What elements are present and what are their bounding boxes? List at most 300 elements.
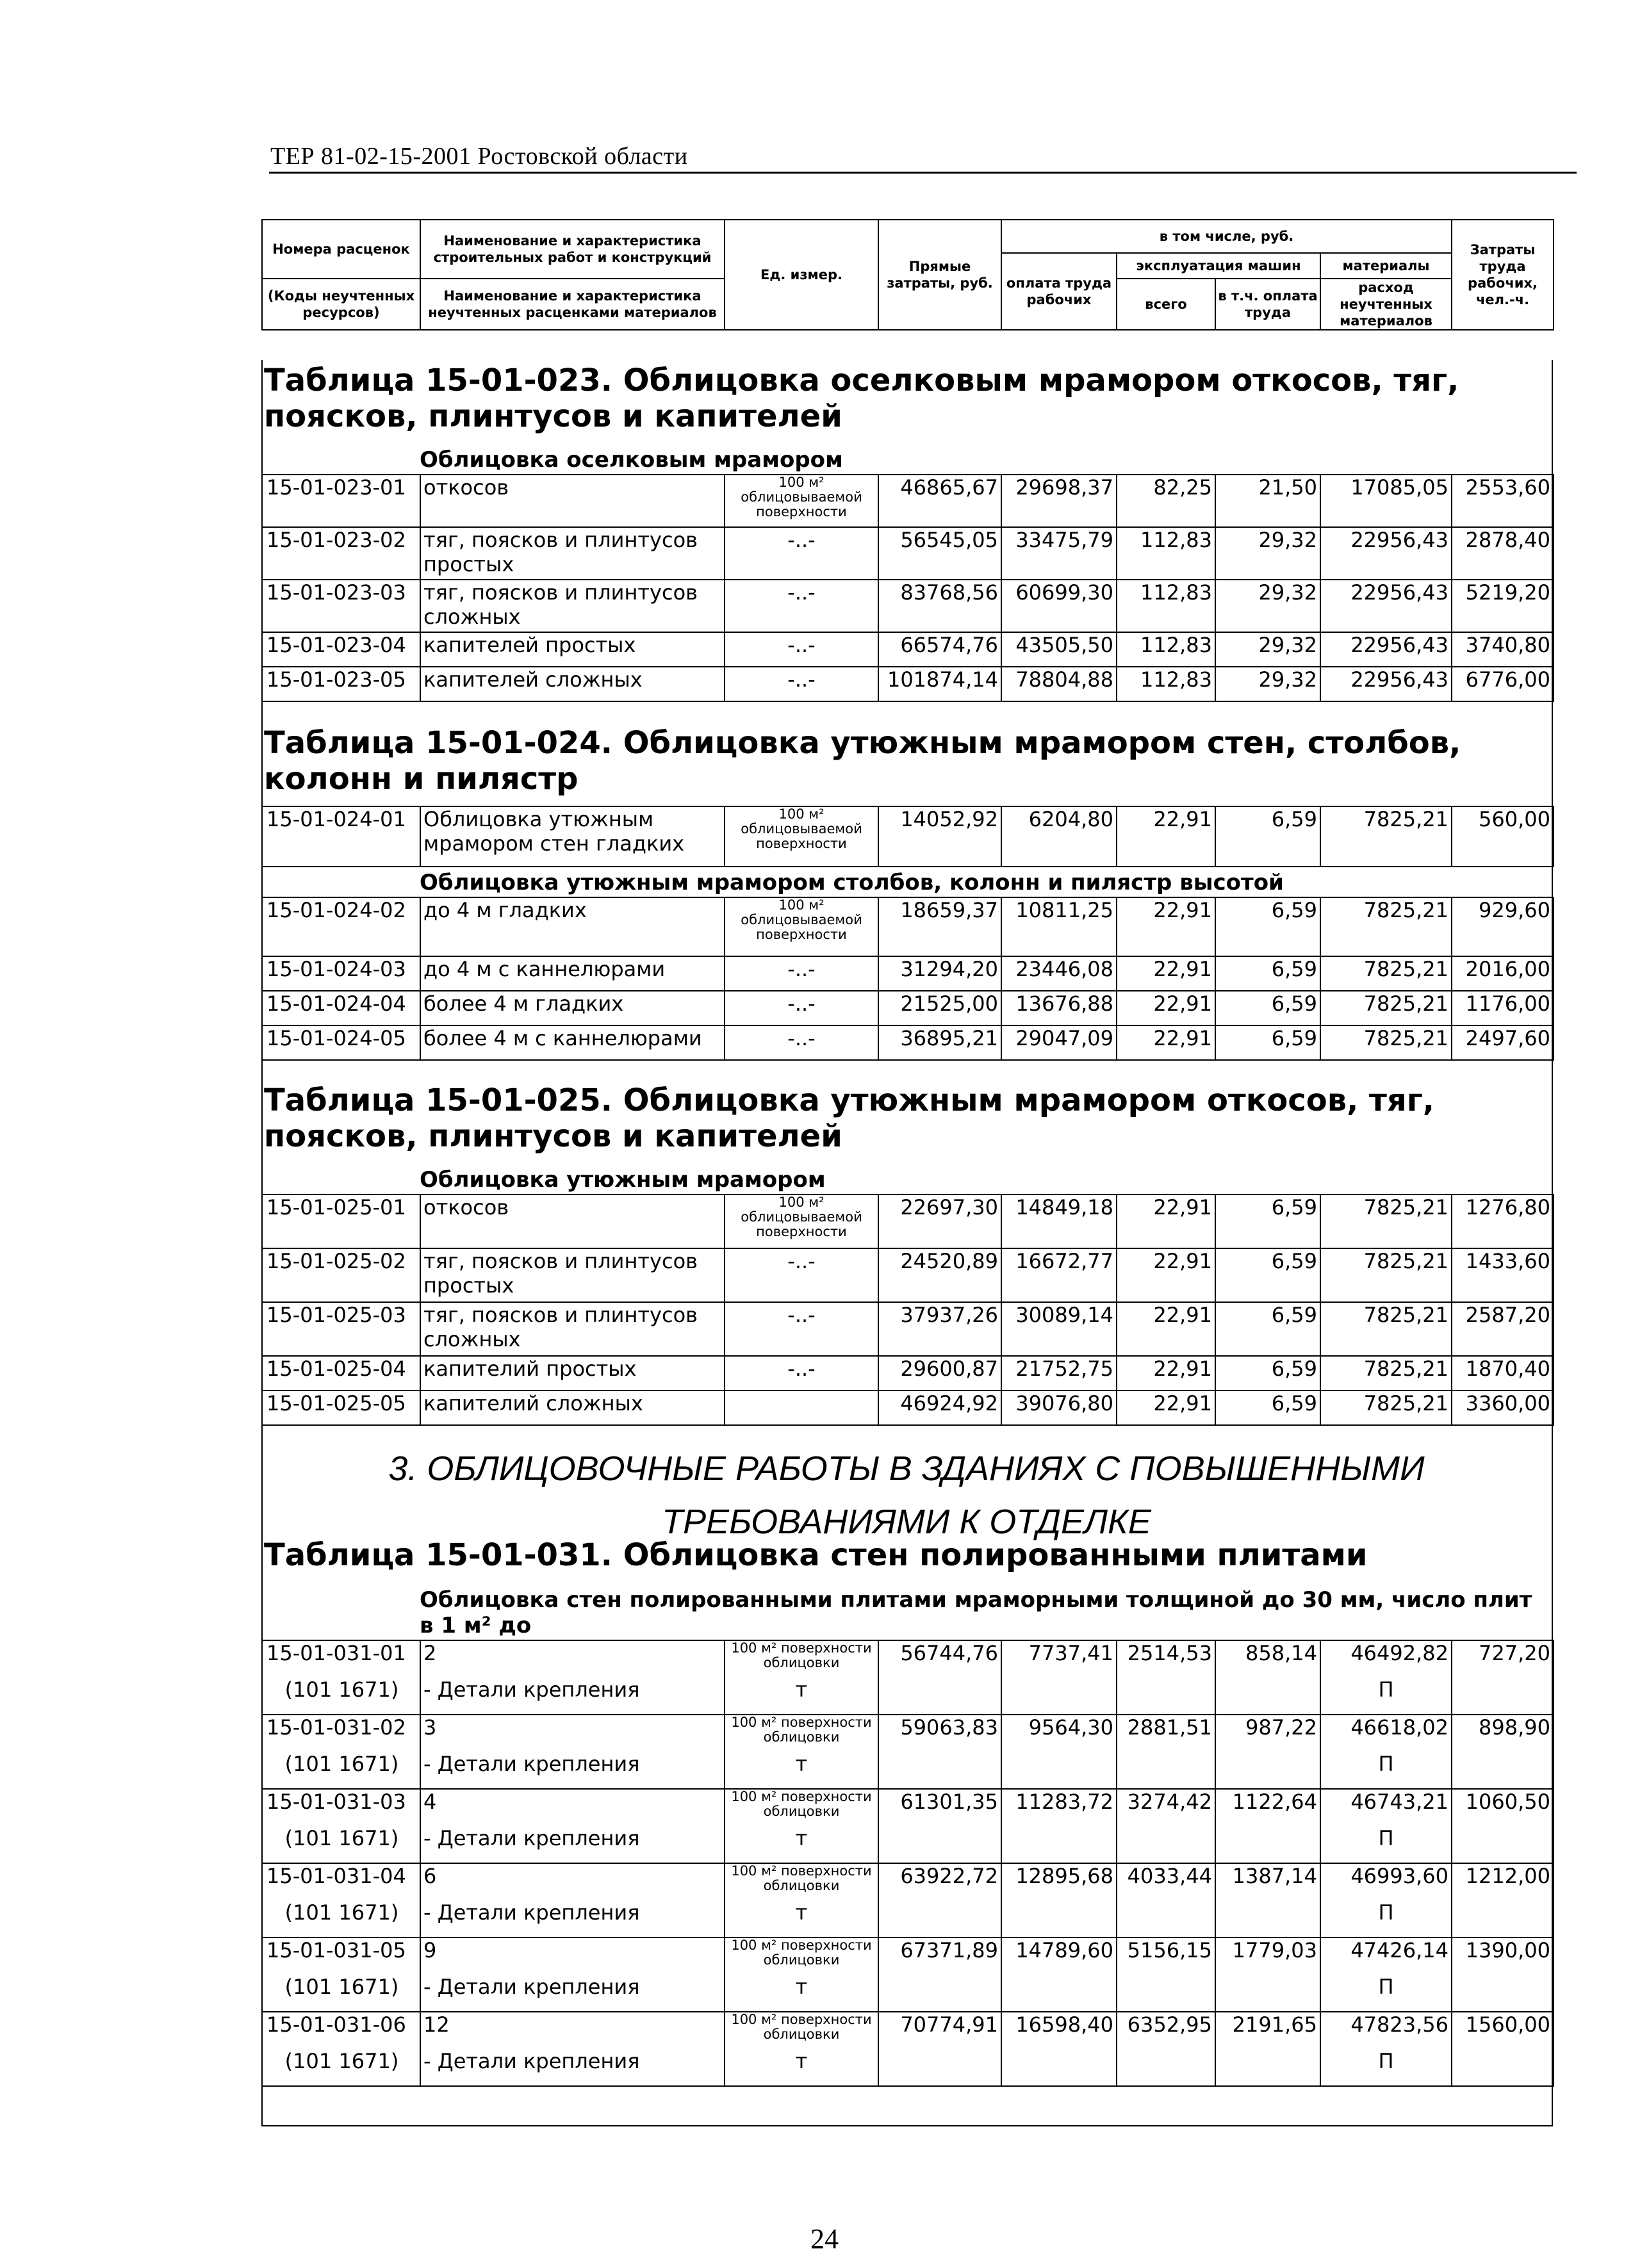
header-materials: материалы: [1320, 253, 1452, 279]
rate-code: 15-01-025-03: [262, 1302, 420, 1356]
rate-name: более 4 м гладких: [420, 991, 725, 1025]
labor-hours: 1060,50: [1452, 1789, 1554, 1826]
rate-name: тяг, поясков и плинтусов сложных: [420, 1302, 725, 1356]
labor-hours: 1176,00: [1452, 991, 1554, 1025]
resource-name: - Детали крепления: [420, 1975, 725, 2012]
rate-code: 15-01-024-05: [262, 1025, 420, 1060]
document-header-title: ТЕР 81-02-15-2001 Ростовской области: [270, 143, 688, 170]
labor-pay: 30089,14: [1001, 1302, 1117, 1356]
rate-name: тяг, поясков и плинтусов сложных: [420, 580, 725, 632]
materials: 46618,02: [1320, 1715, 1452, 1752]
resource-code: (101 1671): [262, 1677, 420, 1715]
table-023-subtitle: Облицовка оселковым мрамором: [420, 447, 843, 473]
machines-total: 22,91: [1117, 1302, 1215, 1356]
labor-pay: 33475,79: [1001, 527, 1117, 580]
header-rule: [269, 172, 1577, 174]
labor-hours: 560,00: [1452, 806, 1554, 867]
materials: 17085,05: [1320, 475, 1452, 527]
table-row: [262, 2012, 1554, 2049]
labor-hours: 2553,60: [1452, 475, 1554, 527]
direct-costs: 63922,72: [878, 1863, 1001, 1900]
direct-costs: 59063,83: [878, 1715, 1001, 1752]
machines-total: 82,25: [1117, 475, 1215, 527]
resource-name: - Детали крепления: [420, 1752, 725, 1789]
labor-pay: 9564,30: [1001, 1715, 1117, 1752]
resource-row: [262, 1752, 1554, 1789]
labor-hours: 2587,20: [1452, 1302, 1554, 1356]
machines-total: 2881,51: [1117, 1715, 1215, 1752]
materials: 22956,43: [1320, 667, 1452, 701]
labor-pay-empty: [1001, 1975, 1117, 2012]
resource-materials: П: [1320, 1677, 1452, 1715]
resource-code: (101 1671): [262, 1752, 420, 1789]
rate-name: тяг, поясков и плинтусов простых: [420, 1248, 725, 1302]
rate-unit: 100 м² поверхности облицовки: [725, 1863, 878, 1900]
materials: 7825,21: [1320, 1025, 1452, 1060]
chapter-title-line-1: 3. ОБЛИЦОВОЧНЫЕ РАБОТЫ В ЗДАНИЯХ С ПОВЫШЕННЫМИ: [388, 1449, 1425, 1488]
resource-name: - Детали крепления: [420, 1677, 725, 1715]
header-name-note: Наименование и характеристика неучтенных расценками материалов: [420, 279, 725, 330]
direct-costs: 46865,67: [878, 475, 1001, 527]
labor-hours: 898,90: [1452, 1715, 1554, 1752]
labor-pay-empty: [1001, 2049, 1117, 2086]
machines-labor: 6,59: [1215, 1195, 1320, 1248]
direct-costs: 37937,26: [878, 1302, 1001, 1356]
direct-costs: 21525,00: [878, 991, 1001, 1025]
rate-name: 12: [420, 2012, 725, 2049]
table-row: [262, 1863, 1554, 1900]
direct-costs-empty: [878, 2049, 1001, 2086]
labor-hours: 2878,40: [1452, 527, 1554, 580]
labor-hours: 2016,00: [1452, 956, 1554, 991]
labor-pay-empty: [1001, 1752, 1117, 1789]
rate-code: 15-01-031-06: [262, 2012, 420, 2049]
machines-total-empty: [1117, 1900, 1215, 1938]
labor-pay: 29698,37: [1001, 475, 1117, 527]
direct-costs: 24520,89: [878, 1248, 1001, 1302]
rate-code: 15-01-025-05: [262, 1391, 420, 1425]
header-machines: эксплуатация машин: [1117, 253, 1320, 279]
machines-total-empty: [1117, 1975, 1215, 2012]
rate-unit: -..-: [725, 527, 878, 580]
materials: 7825,21: [1320, 956, 1452, 991]
table-row: [262, 1938, 1554, 1975]
header-machines-labor: в т.ч. оплата труда: [1215, 279, 1320, 330]
rate-code: 15-01-031-04: [262, 1863, 420, 1900]
direct-costs: 66574,76: [878, 632, 1001, 667]
labor-pay-empty: [1001, 1677, 1117, 1715]
machines-total: 112,83: [1117, 667, 1215, 701]
labor-pay: 78804,88: [1001, 667, 1117, 701]
table-row: [262, 1640, 1554, 1677]
machines-total-empty: [1117, 1752, 1215, 1789]
table-row: [262, 1391, 1554, 1425]
labor-pay: 16672,77: [1001, 1248, 1117, 1302]
rate-code: 15-01-023-04: [262, 632, 420, 667]
resource-name: - Детали крепления: [420, 2049, 725, 2086]
labor-pay: 39076,80: [1001, 1391, 1117, 1425]
machines-labor-empty: [1215, 1900, 1320, 1938]
table-row: [262, 991, 1554, 1025]
labor-hours-empty: [1452, 1975, 1554, 2012]
labor-hours-empty: [1452, 1752, 1554, 1789]
machines-labor: 6,59: [1215, 991, 1320, 1025]
materials: 7825,21: [1320, 1302, 1452, 1356]
resource-materials: П: [1320, 1900, 1452, 1938]
rate-unit: 100 м² облицовываемой поверхности: [725, 806, 878, 867]
resource-row: [262, 1975, 1554, 2012]
resource-name: - Детали крепления: [420, 1900, 725, 1938]
rate-code: 15-01-024-02: [262, 897, 420, 956]
machines-labor: 6,59: [1215, 956, 1320, 991]
direct-costs: 67371,89: [878, 1938, 1001, 1975]
machines-labor: 1122,64: [1215, 1789, 1320, 1826]
rate-unit: -..-: [725, 1302, 878, 1356]
labor-hours: 1560,00: [1452, 2012, 1554, 2049]
header-labor-hours: Затраты труда рабочих, чел.-ч.: [1452, 220, 1554, 330]
machines-labor: 1387,14: [1215, 1863, 1320, 1900]
labor-pay-empty: [1001, 1900, 1117, 1938]
resource-unit: т: [725, 1826, 878, 1863]
rate-code: 15-01-024-01: [262, 806, 420, 867]
rate-code: 15-01-023-01: [262, 475, 420, 527]
labor-hours-empty: [1452, 2049, 1554, 2086]
direct-costs-empty: [878, 1677, 1001, 1715]
resource-code: (101 1671): [262, 1826, 420, 1863]
table-row: [262, 667, 1554, 701]
machines-total: 22,91: [1117, 1195, 1215, 1248]
table-row: [262, 580, 1554, 632]
machines-total: 22,91: [1117, 806, 1215, 867]
direct-costs: 61301,35: [878, 1789, 1001, 1826]
machines-labor-empty: [1215, 1752, 1320, 1789]
machines-total: 22,91: [1117, 991, 1215, 1025]
machines-total: 2514,53: [1117, 1640, 1215, 1677]
labor-hours: 2497,60: [1452, 1025, 1554, 1060]
machines-labor: 6,59: [1215, 897, 1320, 956]
direct-costs: 70774,91: [878, 2012, 1001, 2049]
table-row: [262, 956, 1554, 991]
machines-labor-empty: [1215, 2049, 1320, 2086]
labor-hours: 1212,00: [1452, 1863, 1554, 1900]
machines-labor: 29,32: [1215, 527, 1320, 580]
rate-unit: -..-: [725, 632, 878, 667]
table-024-rows: [261, 897, 1554, 1061]
resource-unit: т: [725, 1677, 878, 1715]
table-025-subtitle: Облицовка утюжным мрамором: [420, 1167, 826, 1193]
labor-pay: 12895,68: [1001, 1863, 1117, 1900]
table-031-subtitle: Облицовка стен полированными плитами мраморными толщиной до 30 мм, число плит в 1 м² до: [420, 1587, 1532, 1638]
resource-materials: П: [1320, 1975, 1452, 2012]
table-024-title: Таблица 15-01-024. Облицовка утюжным мрамором стен, столбов, колонн и пилястр: [264, 725, 1461, 797]
table-031-rows: [261, 1640, 1554, 2087]
direct-costs: 56545,05: [878, 527, 1001, 580]
machines-labor: 21,50: [1215, 475, 1320, 527]
header-direct-costs: Прямые затраты, руб.: [878, 220, 1001, 330]
direct-costs: 18659,37: [878, 897, 1001, 956]
table-row: [262, 1789, 1554, 1826]
rate-code: 15-01-025-04: [262, 1356, 420, 1391]
materials: 7825,21: [1320, 1195, 1452, 1248]
labor-pay: 11283,72: [1001, 1789, 1117, 1826]
direct-costs-empty: [878, 1752, 1001, 1789]
labor-hours: 3360,00: [1452, 1391, 1554, 1425]
machines-labor: 6,59: [1215, 806, 1320, 867]
table-row: [262, 475, 1554, 527]
materials: 47426,14: [1320, 1938, 1452, 1975]
direct-costs: 83768,56: [878, 580, 1001, 632]
rate-unit: 100 м² поверхности облицовки: [725, 2012, 878, 2049]
direct-costs: 36895,21: [878, 1025, 1001, 1060]
table-row: [262, 1025, 1554, 1060]
materials: 7825,21: [1320, 1248, 1452, 1302]
rate-unit: -..-: [725, 991, 878, 1025]
rate-code: 15-01-031-03: [262, 1789, 420, 1826]
resource-row: [262, 2049, 1554, 2086]
labor-hours-empty: [1452, 1900, 1554, 1938]
table-row: [262, 897, 1554, 956]
labor-hours: 1276,80: [1452, 1195, 1554, 1248]
rate-name: до 4 м гладких: [420, 897, 725, 956]
materials: 7825,21: [1320, 1356, 1452, 1391]
rate-code: 15-01-031-01: [262, 1640, 420, 1677]
direct-costs: 31294,20: [878, 956, 1001, 991]
machines-labor: 6,59: [1215, 1356, 1320, 1391]
labor-pay: 13676,88: [1001, 991, 1117, 1025]
resource-row: [262, 1677, 1554, 1715]
labor-pay: 43505,50: [1001, 632, 1117, 667]
resource-materials: П: [1320, 1826, 1452, 1863]
rate-code: 15-01-023-02: [262, 527, 420, 580]
machines-total: 22,91: [1117, 956, 1215, 991]
materials: 7825,21: [1320, 806, 1452, 867]
rate-name: откосов: [420, 1195, 725, 1248]
table-025-title: Таблица 15-01-025. Облицовка утюжным мрамором откосов, тяг, поясков, плинтусов и капителей: [264, 1082, 1434, 1154]
rate-code: 15-01-023-05: [262, 667, 420, 701]
materials: 47823,56: [1320, 2012, 1452, 2049]
materials: 7825,21: [1320, 991, 1452, 1025]
rate-unit: -..-: [725, 667, 878, 701]
labor-pay: 14849,18: [1001, 1195, 1117, 1248]
materials: 46993,60: [1320, 1863, 1452, 1900]
machines-labor-empty: [1215, 1975, 1320, 2012]
labor-pay: 29047,09: [1001, 1025, 1117, 1060]
machines-total: 22,91: [1117, 1025, 1215, 1060]
rate-code: 15-01-023-03: [262, 580, 420, 632]
table-row: [262, 1356, 1554, 1391]
labor-pay: 10811,25: [1001, 897, 1117, 956]
labor-hours: 727,20: [1452, 1640, 1554, 1677]
direct-costs: 29600,87: [878, 1356, 1001, 1391]
direct-costs: 46924,92: [878, 1391, 1001, 1425]
rate-unit: -..-: [725, 1356, 878, 1391]
header-codes-title: Номера расценок: [262, 220, 420, 279]
direct-costs-empty: [878, 1900, 1001, 1938]
resource-materials: П: [1320, 1752, 1452, 1789]
direct-costs: 56744,76: [878, 1640, 1001, 1677]
rate-unit: 100 м² поверхности облицовки: [725, 1789, 878, 1826]
rate-name: капителей простых: [420, 632, 725, 667]
labor-pay: 60699,30: [1001, 580, 1117, 632]
resource-code: (101 1671): [262, 1900, 420, 1938]
machines-total: 112,83: [1117, 580, 1215, 632]
table-024-row-1: [261, 806, 1554, 867]
rate-name: 2: [420, 1640, 725, 1677]
header-machines-total: всего: [1117, 279, 1215, 330]
header-materials-note: расход неучтенных материалов: [1320, 279, 1452, 330]
machines-total: 22,91: [1117, 1356, 1215, 1391]
rate-code: 15-01-024-04: [262, 991, 420, 1025]
table-row: [262, 632, 1554, 667]
labor-hours: 5219,20: [1452, 580, 1554, 632]
labor-pay: 14789,60: [1001, 1938, 1117, 1975]
resource-unit: т: [725, 1975, 878, 2012]
labor-pay: 6204,80: [1001, 806, 1117, 867]
table-031-title: Таблица 15-01-031. Облицовка стен полированными плитами: [264, 1537, 1368, 1573]
direct-costs-empty: [878, 1826, 1001, 1863]
resource-materials: П: [1320, 2049, 1452, 2086]
rate-unit: [725, 1391, 878, 1425]
table-row: [262, 1715, 1554, 1752]
resource-unit: т: [725, 1752, 878, 1789]
labor-hours: 3740,80: [1452, 632, 1554, 667]
machines-labor: 29,32: [1215, 632, 1320, 667]
labor-hours: 1433,60: [1452, 1248, 1554, 1302]
rate-code: 15-01-024-03: [262, 956, 420, 991]
labor-hours-empty: [1452, 1826, 1554, 1863]
labor-hours: 929,60: [1452, 897, 1554, 956]
materials: 46492,82: [1320, 1640, 1452, 1677]
machines-labor: 29,32: [1215, 667, 1320, 701]
machines-total: 5156,15: [1117, 1938, 1215, 1975]
table-row: [262, 1195, 1554, 1248]
header-labor-pay: оплата труда рабочих: [1001, 253, 1117, 330]
direct-costs: 14052,92: [878, 806, 1001, 867]
rate-unit: -..-: [725, 956, 878, 991]
machines-total: 3274,42: [1117, 1789, 1215, 1826]
rate-name: Облицовка утюжным мрамором стен гладких: [420, 806, 725, 867]
resource-unit: т: [725, 1900, 878, 1938]
resource-row: [262, 1826, 1554, 1863]
table-row: [262, 806, 1554, 867]
rate-name: капителей сложных: [420, 667, 725, 701]
rate-name: 3: [420, 1715, 725, 1752]
labor-pay: 23446,08: [1001, 956, 1117, 991]
chapter-title-line-2: ТРЕБОВАНИЯМИ К ОТДЕЛКЕ: [662, 1503, 1151, 1541]
materials: 22956,43: [1320, 527, 1452, 580]
labor-hours: 1390,00: [1452, 1938, 1554, 1975]
machines-total: 112,83: [1117, 527, 1215, 580]
machines-total-empty: [1117, 1826, 1215, 1863]
rate-name: 9: [420, 1938, 725, 1975]
rate-unit: 100 м² облицовываемой поверхности: [725, 475, 878, 527]
page-number: 24: [810, 2223, 839, 2255]
rate-unit: 100 м² поверхности облицовки: [725, 1715, 878, 1752]
rate-code: 15-01-025-02: [262, 1248, 420, 1302]
table-023-title: Таблица 15-01-023. Облицовка оселковым мрамором откосов, тяг, поясков, плинтусов и капителей: [264, 363, 1459, 434]
direct-costs-empty: [878, 1975, 1001, 2012]
resource-code: (101 1671): [262, 2049, 420, 2086]
machines-total-empty: [1117, 2049, 1215, 2086]
rate-unit: -..-: [725, 1025, 878, 1060]
machines-labor: 858,14: [1215, 1640, 1320, 1677]
machines-labor-empty: [1215, 1826, 1320, 1863]
rate-unit: -..-: [725, 580, 878, 632]
table-row: [262, 1248, 1554, 1302]
rate-code: 15-01-025-01: [262, 1195, 420, 1248]
table-024-subtitle: Облицовка утюжным мрамором столбов, колонн и пилястр высотой: [420, 870, 1284, 895]
resource-unit: т: [725, 2049, 878, 2086]
header-unit: Ед. измер.: [725, 220, 878, 330]
machines-labor: 1779,03: [1215, 1938, 1320, 1975]
rate-name: до 4 м с каннелюрами: [420, 956, 725, 991]
rate-unit: 100 м² поверхности облицовки: [725, 1938, 878, 1975]
machines-total: 22,91: [1117, 1248, 1215, 1302]
rate-name: откосов: [420, 475, 725, 527]
direct-costs: 22697,30: [878, 1195, 1001, 1248]
header-including: в том числе, руб.: [1001, 220, 1452, 253]
rate-name: 4: [420, 1789, 725, 1826]
materials: 46743,21: [1320, 1789, 1452, 1826]
machines-labor: 6,59: [1215, 1391, 1320, 1425]
machines-labor: 6,59: [1215, 1025, 1320, 1060]
rate-name: капителий сложных: [420, 1391, 725, 1425]
machines-total: 112,83: [1117, 632, 1215, 667]
machines-total: 22,91: [1117, 897, 1215, 956]
table-023-rows: [261, 474, 1554, 702]
table-025-rows: [261, 1194, 1554, 1426]
rate-name: 6: [420, 1863, 725, 1900]
labor-pay: 21752,75: [1001, 1356, 1117, 1391]
resource-name: - Детали крепления: [420, 1826, 725, 1863]
machines-total: 4033,44: [1117, 1863, 1215, 1900]
rate-code: 15-01-031-02: [262, 1715, 420, 1752]
materials: 7825,21: [1320, 897, 1452, 956]
machines-labor: 2191,65: [1215, 2012, 1320, 2049]
rate-name: капителий простых: [420, 1356, 725, 1391]
machines-labor-empty: [1215, 1677, 1320, 1715]
materials: 7825,21: [1320, 1391, 1452, 1425]
resource-code: (101 1671): [262, 1975, 420, 2012]
machines-total: 22,91: [1117, 1391, 1215, 1425]
rate-unit: 100 м² облицовываемой поверхности: [725, 1195, 878, 1248]
labor-pay: 16598,40: [1001, 2012, 1117, 2049]
table-row: [262, 527, 1554, 580]
labor-pay: 7737,41: [1001, 1640, 1117, 1677]
labor-hours: 1870,40: [1452, 1356, 1554, 1391]
machines-labor: 29,32: [1215, 580, 1320, 632]
materials: 22956,43: [1320, 632, 1452, 667]
rate-name: тяг, поясков и плинтусов простых: [420, 527, 725, 580]
labor-hours: 6776,00: [1452, 667, 1554, 701]
labor-pay-empty: [1001, 1826, 1117, 1863]
materials: 22956,43: [1320, 580, 1452, 632]
header-name-title: Наименование и характеристика строительных работ и конструкций: [420, 220, 725, 279]
rate-unit: 100 м² поверхности облицовки: [725, 1640, 878, 1677]
rate-code: 15-01-031-05: [262, 1938, 420, 1975]
direct-costs: 101874,14: [878, 667, 1001, 701]
rate-name: более 4 м с каннелюрами: [420, 1025, 725, 1060]
machines-total-empty: [1117, 1677, 1215, 1715]
rate-unit: 100 м² облицовываемой поверхности: [725, 897, 878, 956]
header-codes-note: (Коды неучтенных ресурсов): [262, 279, 420, 330]
machines-labor: 987,22: [1215, 1715, 1320, 1752]
resource-row: [262, 1900, 1554, 1938]
labor-hours-empty: [1452, 1677, 1554, 1715]
machines-labor: 6,59: [1215, 1248, 1320, 1302]
rate-unit: -..-: [725, 1248, 878, 1302]
machines-labor: 6,59: [1215, 1302, 1320, 1356]
